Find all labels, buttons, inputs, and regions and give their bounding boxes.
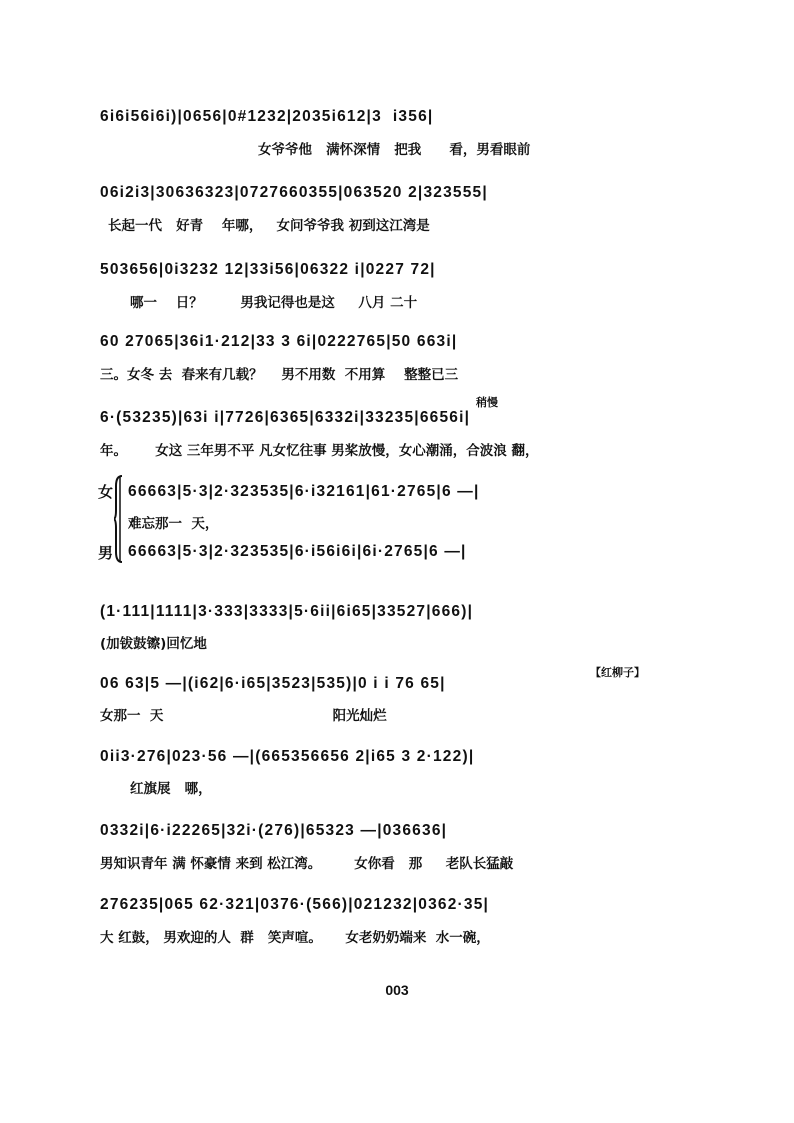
system-brace — [114, 474, 124, 564]
score-line-10-notes: 0ii3·276|023·56 —|(665356656 2|i65 3 2·122)| — [100, 748, 475, 765]
score-line-9-notes: 06 63|5 —|(i62|6·i65|3523|535)|0 i i 76 65| — [100, 675, 446, 692]
score-line-1-lyrics: 女爷爷他 满怀深情 把我 看，男看眼前 — [258, 142, 531, 158]
score-line-8-notes: (1·111|1111|3·333|3333|5·6ii|6i65|33527|666)| — [100, 603, 474, 620]
score-line-6-lyrics: 难忘那一 天， — [128, 516, 219, 532]
tempo-change-mark: 稍慢 — [476, 396, 498, 409]
score-line-2-lyrics: 长起一代 好青 年哪， 女问爷爷我 初到这江湾是 — [108, 218, 430, 234]
score-line-3-lyrics: 哪一 日？ 男我记得也是这 八月 二十 — [130, 295, 418, 311]
voice-label-male: 男 — [98, 544, 114, 562]
score-line-3-notes: 503656|0i3232 12|33i56|06322 i|0227 72| — [100, 261, 436, 278]
score-line-10-lyrics: 红旗展 哪， — [130, 781, 212, 797]
score-line-11-notes: 0332i|6·i22265|32i·(276)|65323 —|036636| — [100, 822, 448, 839]
tune-label: 【红柳子】 — [590, 666, 645, 679]
voice-label-female: 女 — [98, 483, 114, 501]
score-line-4-lyrics: 三。女冬 去 春来有几载？ 男不用数 不用算 整整已三 — [100, 367, 459, 383]
score-line-9-lyrics: 女那一 天 阳光灿烂 — [100, 708, 387, 724]
score-line-6-notes: 66663|5·3|2·323535|6·i32161|61·2765|6 —| — [128, 483, 480, 500]
score-line-2-notes: 06i2i3|30636323|0727660355|063520 2|323555| — [100, 184, 488, 201]
score-line-7-notes: 66663|5·3|2·323535|6·i56i6i|6i·2765|6 —| — [128, 543, 467, 560]
score-line-5-lyrics: 年。 女这 三年男不平 凡女忆往事 男桨放慢，女心潮涌，合波浪 翻， — [100, 443, 539, 459]
score-line-1-notes: 6i6i56i6i)|0656|0#1232|2035i612|3 i356| — [100, 108, 434, 125]
score-line-5-notes: 6·(53235)|63i i|7726|6365|6332i|33235|6656i| — [100, 409, 471, 426]
score-line-8-lyrics: (加钹鼓镲)回忆地 — [100, 636, 207, 652]
score-line-4-notes: 60 27065|36i1·212|33 3 6i|0222765|50 663i| — [100, 333, 458, 350]
score-line-11-lyrics: 男知识青年 满 怀豪情 来到 松江湾。 女你看 那 老队长猛敲 — [100, 856, 514, 872]
score-line-12-lyrics: 大 红鼓， 男欢迎的人 群 笑声喧。 女老奶奶端来 水一碗， — [100, 930, 490, 946]
page-number: 003 — [385, 982, 409, 998]
score-line-12-notes: 276235|065 62·321|0376·(566)|021232|0362·35| — [100, 896, 490, 913]
